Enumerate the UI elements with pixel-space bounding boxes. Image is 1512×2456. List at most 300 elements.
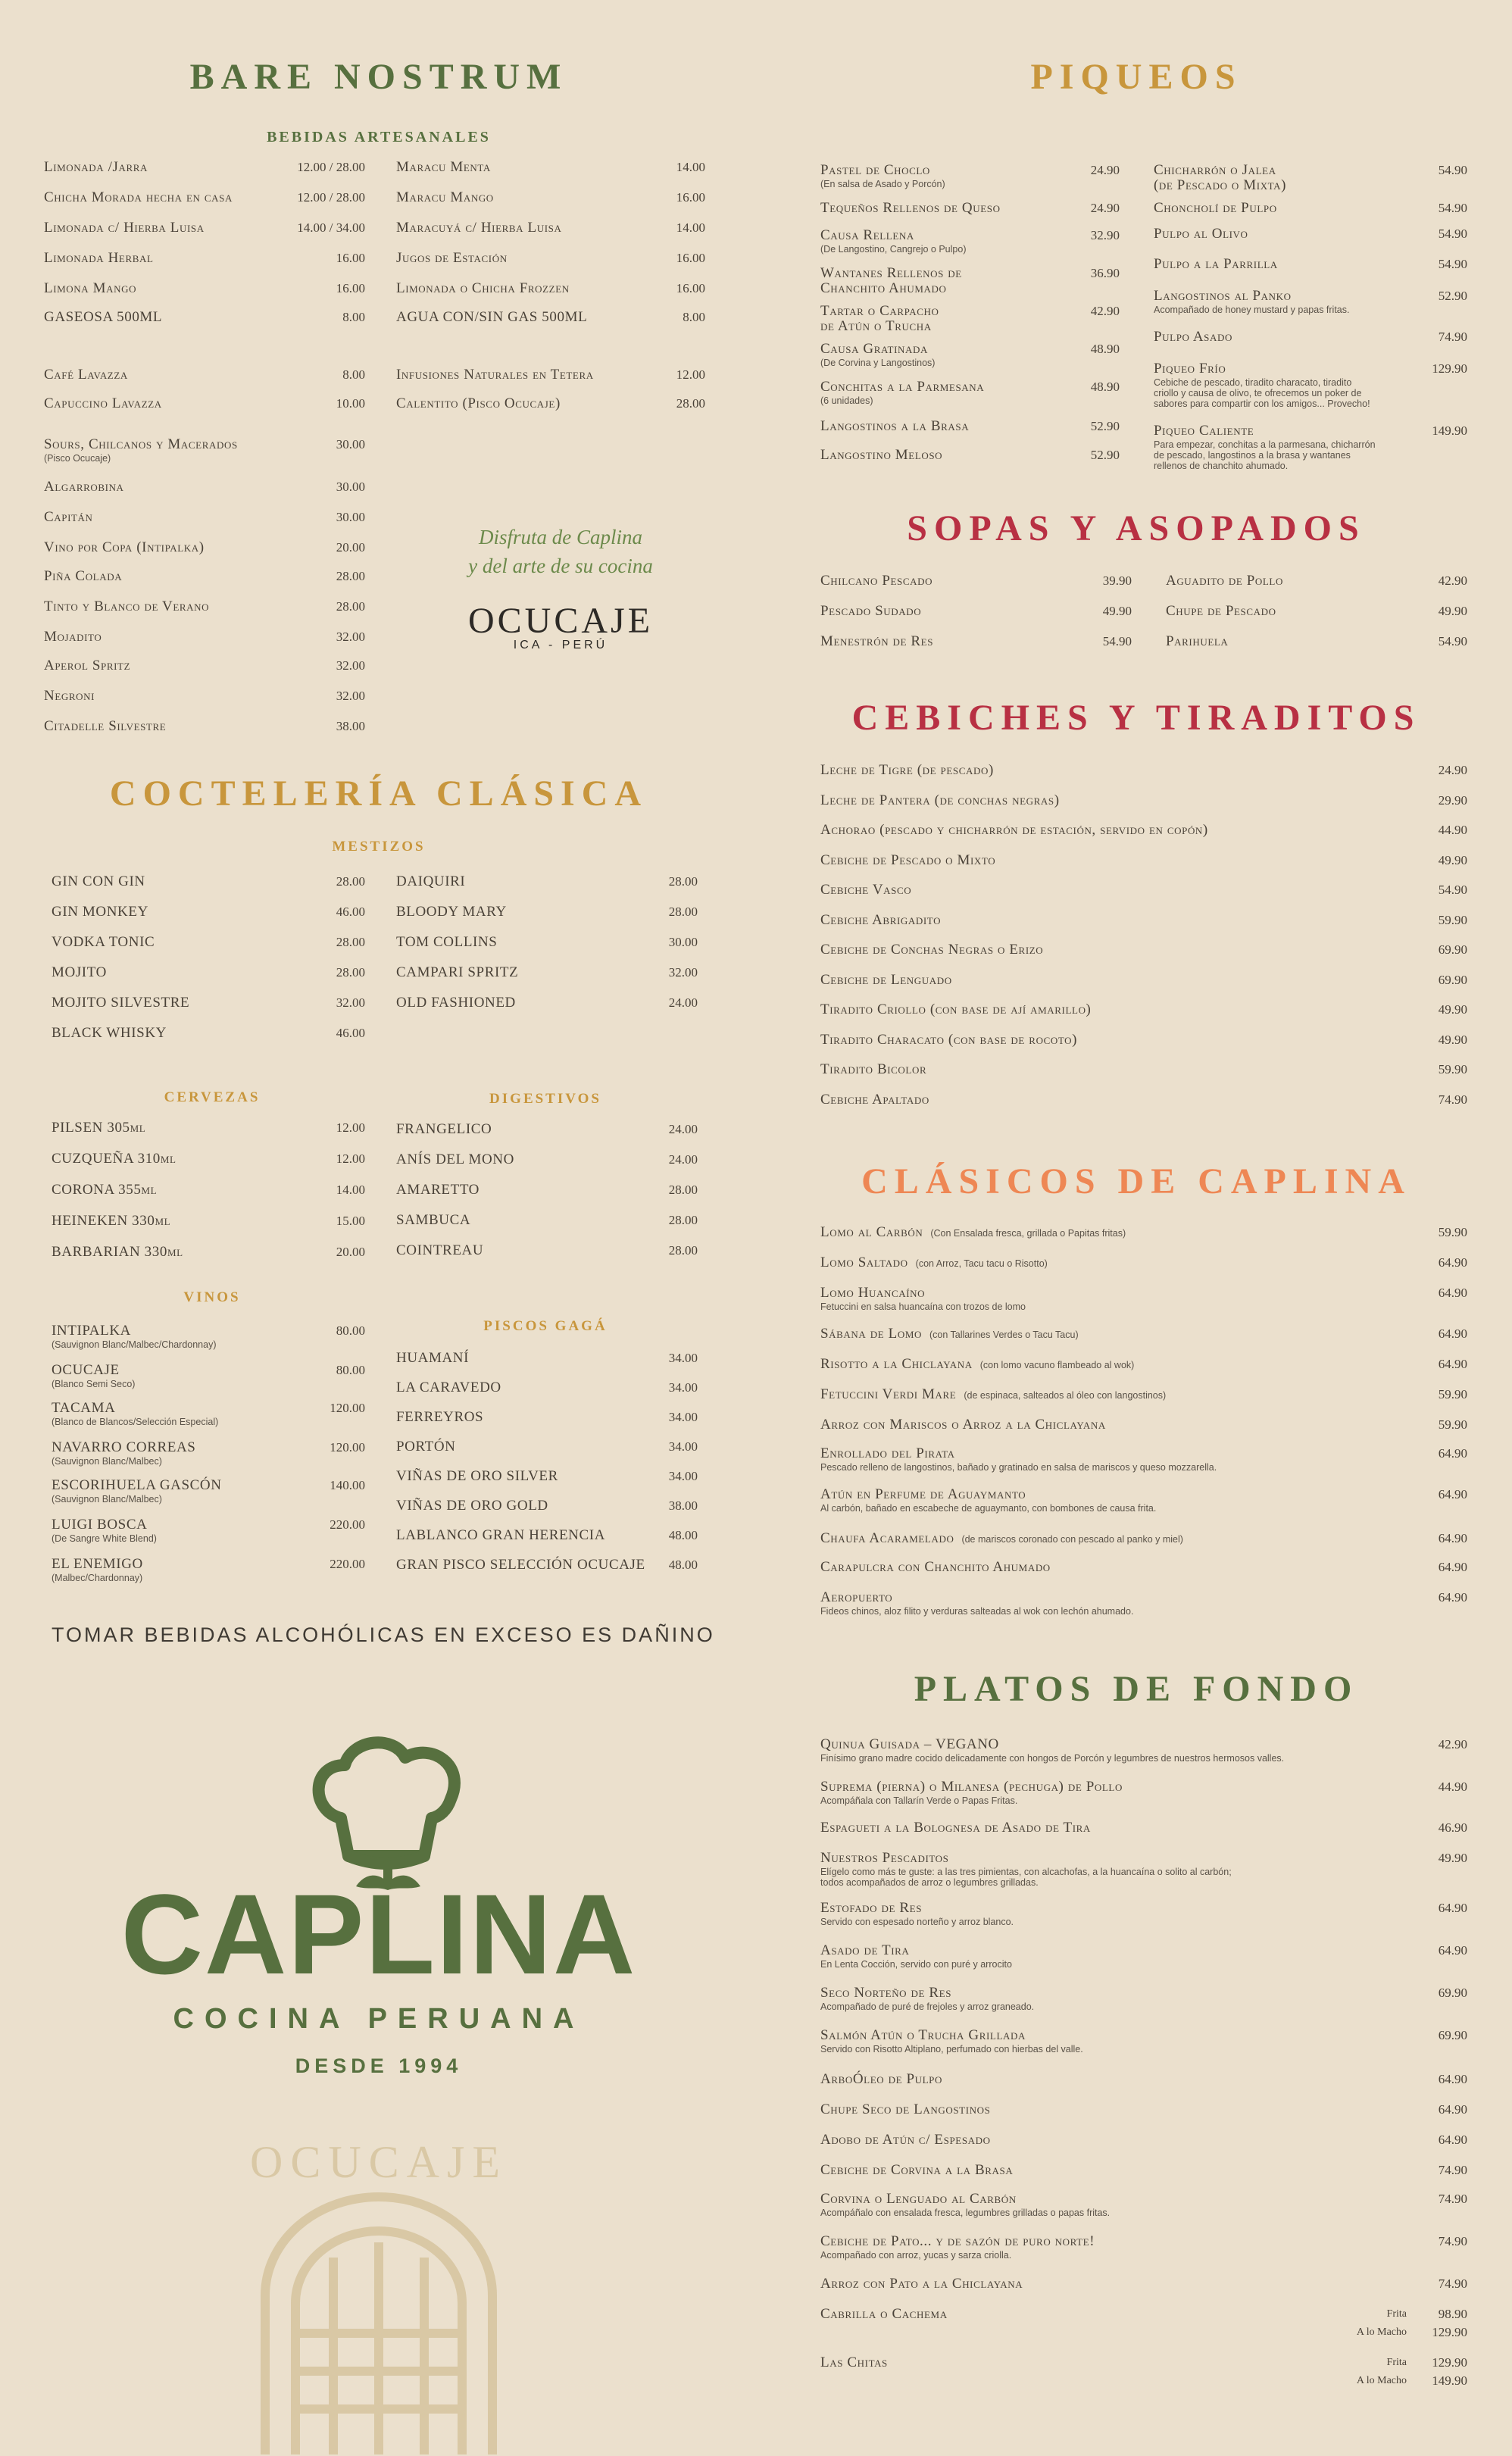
- menu-item: [820, 2191, 1110, 2218]
- menu-item: [820, 1001, 1091, 1018]
- menu-item: [52, 1362, 135, 1389]
- menu-item-price: 32.00: [668, 965, 698, 980]
- menu-item-name: Cebiche de Lenguado: [820, 971, 952, 988]
- menu-item-price: 28.00: [336, 965, 365, 980]
- menu-item-price: 59.90: [1438, 1225, 1467, 1239]
- menu-item-name: Tiradito Criollo (con base de ají amarillo): [820, 1001, 1092, 1017]
- menu-item-description: rellenos de chanchito ahumado.: [1154, 461, 1289, 471]
- menu-item-price: 48.90: [1090, 380, 1120, 394]
- menu-item-name: HEINEKEN 330ml: [52, 1213, 171, 1229]
- menu-item-price: 149.90: [1432, 2373, 1467, 2388]
- menu-item-name: VODKA TONIC: [52, 934, 155, 950]
- menu-item: [44, 688, 95, 705]
- menu-item-name: GIN CON GIN: [52, 873, 145, 889]
- ocucaje-stamp-text: OCUCAJE: [249, 2137, 508, 2187]
- menu-item-price: 34.00: [668, 1380, 698, 1395]
- menu-item-price: 32.00: [336, 630, 365, 644]
- menu-item-price: 24.90: [1090, 201, 1120, 215]
- menu-item: [820, 1061, 926, 1078]
- menu-item-name: ArboÓleo de Pulpo: [820, 2071, 942, 2087]
- piqueos-title: PIQUEOS: [1030, 57, 1242, 97]
- menu-item-price: 74.90: [1438, 1092, 1467, 1107]
- menu-item: [820, 1386, 1166, 1403]
- menu-item: [1166, 573, 1283, 589]
- menu-item-price: 59.90: [1438, 1417, 1467, 1432]
- menu-item-name: COINTREAU: [396, 1242, 484, 1258]
- menu-item-name: LABLANCO GRAN HERENCIA: [396, 1527, 606, 1543]
- menu-item-note: (con lomo vacuno flambeado al wok): [979, 1360, 1135, 1370]
- bebidas-artesanales-subtitle: BEBIDAS ARTESANALES: [267, 129, 491, 145]
- menu-item-description: (6 unidades): [820, 395, 873, 406]
- menu-item: [44, 629, 102, 645]
- menu-item-description: (De Sangre White Blend): [52, 1533, 157, 1544]
- menu-item-description: (En salsa de Asado y Porcón): [820, 179, 945, 189]
- menu-item-price: 28.00: [676, 396, 705, 411]
- menu-item: [396, 904, 507, 920]
- menu-item-price: 64.90: [1438, 1357, 1467, 1371]
- menu-item-price: 28.00: [668, 1243, 698, 1258]
- menu-item: [820, 1224, 1126, 1241]
- menu-item: [820, 1326, 1079, 1342]
- menu-item: [396, 220, 561, 236]
- menu-item-price: 32.00: [336, 995, 365, 1010]
- menu-item-price: 64.90: [1438, 1326, 1467, 1341]
- menu-item-name: Lomo Saltado: [820, 1255, 908, 1270]
- menu-item-name: Pulpo Asado: [1154, 329, 1232, 345]
- menu-item-option: A lo Macho: [1356, 2375, 1407, 2386]
- menu-item-price: 129.90: [1432, 2325, 1467, 2339]
- menu-item-name: Tiradito Characato (con base de rocoto): [820, 1031, 1078, 1048]
- menu-item-price: 24.90: [1438, 763, 1467, 777]
- menu-item-note: (Con Ensalada fresca, grillada o Papitas fritas): [930, 1228, 1126, 1239]
- menu-item: [44, 280, 136, 297]
- menu-item-price: 69.90: [1438, 972, 1467, 987]
- menu-item-price: 69.90: [1438, 1986, 1467, 2000]
- menu-item: [820, 2132, 991, 2148]
- menu-item-name: Chilcano Pescado: [820, 573, 933, 589]
- menu-item-price: 8.00: [342, 310, 365, 324]
- menu-item-name: Sours, Chilcanos y Macerados: [44, 436, 238, 452]
- menu-item-price: 28.00: [336, 569, 365, 583]
- menu-item-price: 44.90: [1438, 1780, 1467, 1794]
- menu-item-price: 20.00: [336, 540, 365, 555]
- menu-item-price: 74.90: [1438, 2192, 1467, 2206]
- menu-item-name: Pescado Sudado: [820, 603, 922, 619]
- menu-item-name: Limonada Herbal: [44, 250, 154, 266]
- menu-item: [820, 603, 921, 620]
- cebiches-title: CEBICHES Y TIRADITOS: [851, 698, 1421, 738]
- menu-item-price: 129.90: [1432, 361, 1467, 376]
- menu-item-name: Chicha Morada hecha en casa: [44, 189, 233, 205]
- script-line-2: y del arte de su cocina: [468, 555, 653, 577]
- menu-item: [820, 200, 1001, 217]
- menu-item-description: todos acompañados de arroz o legumbres grilladas.: [820, 1877, 1039, 1888]
- alcohol-warning: TOMAR BEBIDAS ALCOHÓLICAS EN EXCESO ES DAÑINO: [52, 1623, 715, 1646]
- menu-item: [1154, 288, 1349, 315]
- menu-item: [820, 2071, 942, 2088]
- menu-item-price: 54.90: [1438, 883, 1467, 897]
- menu-item-name: Atún en Perfume de Aguaymanto: [820, 1486, 1026, 1502]
- menu-item-name: Cabrilla o Cachema: [820, 2306, 948, 2322]
- menu-item-price: 32.90: [1090, 228, 1120, 242]
- menu-item-price: 54.90: [1438, 227, 1467, 241]
- menu-item: [820, 633, 933, 650]
- menu-item-name: Quinua Guisada – VEGANO: [820, 1736, 999, 1752]
- menu-item-name: PORTÓN: [396, 1439, 456, 1455]
- menu-item-name: Cebiche de Pescado o Mixto: [820, 851, 996, 868]
- menu-item-price: 49.90: [1438, 1002, 1467, 1017]
- menu-item: [820, 2101, 990, 2118]
- caplina-wordmark: CAPLINA: [120, 1870, 637, 1998]
- menu-item-price: 16.00: [676, 281, 705, 295]
- menu-item-price: 16.00: [676, 190, 705, 205]
- menu-item: [44, 220, 205, 236]
- menu-item-price: 36.90: [1090, 266, 1120, 280]
- menu-item-name: ANÍS DEL MONO: [396, 1151, 514, 1167]
- menu-item: [820, 972, 952, 989]
- menu-item-name: Enrollado del Pirata: [820, 1445, 955, 1461]
- menu-item-description: de pescado, langostinos a la brasa y wantanes: [1154, 450, 1351, 461]
- caplina-tagline: COCINA PERUANA: [173, 2003, 585, 2035]
- menu-item-description: (Blanco Semi Seco): [52, 1379, 136, 1389]
- menu-item: [396, 395, 561, 412]
- menu-item: [820, 265, 962, 295]
- menu-item-name: Aperol Spritz: [44, 658, 131, 673]
- menu-item-price: 30.00: [336, 480, 365, 494]
- menu-item: [52, 1120, 145, 1136]
- menu-item: [52, 1439, 195, 1467]
- menu-item-name: Carapulcra con Chanchito Ahumado: [820, 1559, 1051, 1575]
- piscos-subtitle: PISCOS GAGÁ: [483, 1318, 608, 1334]
- menu-item: [820, 792, 1060, 809]
- menu-item-price: 28.00: [668, 1213, 698, 1227]
- menu-item: [44, 189, 233, 206]
- menu-item-name: Arroz con Pato a la Chiclayana: [820, 2276, 1023, 2292]
- menu-item-name: NAVARRO CORREAS: [52, 1439, 196, 1455]
- menu-item-price: 64.90: [1438, 1255, 1467, 1270]
- menu-item-name: Corvina o Lenguado al Carbón: [820, 2191, 1017, 2207]
- menu-item-name: Negroni: [44, 688, 95, 704]
- menu-item-price: 149.90: [1432, 423, 1467, 438]
- menu-item-price: 32.00: [336, 689, 365, 703]
- menu-item-price: 120.00: [330, 1440, 365, 1455]
- menu-item: [396, 1121, 492, 1138]
- menu-item: [820, 2306, 948, 2323]
- menu-item-name: Estofado de Res: [820, 1900, 923, 1916]
- menu-item-price: 64.90: [1438, 2072, 1467, 2086]
- menu-item-price: 64.90: [1438, 1590, 1467, 1605]
- menu-item: [52, 1244, 183, 1261]
- menu-item-price: 49.90: [1438, 1032, 1467, 1047]
- menu-item-price: 46.00: [336, 1026, 365, 1040]
- menu-item-name: Asado de Tira: [820, 1942, 910, 1958]
- menu-item: [44, 395, 162, 412]
- menu-item: [52, 1477, 222, 1505]
- menu-item: [396, 1498, 548, 1514]
- menu-item-name: Capitán: [44, 509, 93, 525]
- menu-item-price: 28.00: [668, 905, 698, 919]
- menu-item-name: PILSEN 305ml: [52, 1120, 146, 1136]
- menu-item: [52, 934, 155, 951]
- menu-item-name: Algarrobina: [44, 479, 124, 495]
- menu-item-price: 54.90: [1438, 634, 1467, 648]
- menu-item-price: 64.90: [1438, 1560, 1467, 1574]
- menu-item-price: 34.00: [668, 1351, 698, 1365]
- menu-item-price: 44.90: [1438, 823, 1467, 837]
- menu-item-price: 46.90: [1438, 1820, 1467, 1835]
- menu-item-name: OLD FASHIONED: [396, 995, 516, 1011]
- menu-item: [820, 1032, 1077, 1048]
- menu-item-description: sabores para compartir con los amigos... Provecho!: [1154, 398, 1370, 409]
- menu-item: [396, 964, 518, 981]
- menu-item: [820, 2027, 1083, 2054]
- menu-item-option: Frita: [1386, 2308, 1407, 2320]
- menu-item-name: Causa Rellena: [820, 227, 914, 243]
- menu-item-name: Maracuyá c/ Hierba Luisa: [396, 220, 562, 236]
- menu-item-price: 28.00: [336, 874, 365, 889]
- menu-item: [820, 2354, 888, 2371]
- menu-item-price: 30.00: [336, 510, 365, 524]
- menu-item-description: Acompañado de honey mustard y papas fritas.: [1154, 305, 1350, 315]
- cervezas-subtitle: CERVEZAS: [164, 1089, 261, 1105]
- caplina-since: DESDE 1994: [295, 2054, 463, 2077]
- menu-item-name-line2: Chanchito Ahumado: [820, 280, 947, 296]
- menu-item: [44, 479, 124, 495]
- menu-item-price: 12.00: [676, 367, 705, 382]
- menu-item-price: 16.00: [336, 251, 365, 265]
- menu-item-name: GIN MONKEY: [52, 904, 148, 920]
- ocucaje-wordmark: OCUCAJE: [467, 601, 654, 641]
- menu-item-name: Chupe Seco de Langostinos: [820, 2101, 991, 2117]
- menu-item: [44, 509, 93, 526]
- platos-title: PLATOS DE FONDO: [914, 1669, 1359, 1709]
- menu-item-name: Menestrón de Res: [820, 633, 934, 649]
- menu-item-description: Al carbón, bañado en escabeche de aguaymanto, con bombones de causa frita.: [820, 1503, 1157, 1514]
- menu-item: [820, 1530, 1183, 1547]
- menu-item: [1154, 329, 1232, 345]
- menu-item-price: 69.90: [1438, 942, 1467, 957]
- menu-item-name: OCUCAJE: [52, 1362, 120, 1378]
- menu-item-name: Piqueo Frío: [1154, 361, 1226, 377]
- menu-item-name: Lomo al Carbón: [820, 1224, 923, 1240]
- menu-item-name: Risotto a la Chiclayana: [820, 1356, 973, 1372]
- menu-item-name: CORONA 355ml: [52, 1182, 158, 1198]
- menu-item-price: 49.90: [1102, 604, 1132, 618]
- menu-item-price: 10.00: [336, 396, 365, 411]
- menu-item-price: 64.90: [1438, 1487, 1467, 1501]
- menu-item-name: Piña Colada: [44, 568, 123, 584]
- menu-item: [820, 227, 966, 255]
- menu-item-price: 34.00: [668, 1410, 698, 1424]
- menu-item: [396, 250, 508, 267]
- menu-item-name: Limona Mango: [44, 280, 137, 296]
- menu-item: [396, 1182, 480, 1198]
- menu-item: [396, 1557, 645, 1573]
- menu-item-name: Aeropuerto: [820, 1589, 893, 1605]
- menu-item: [820, 162, 945, 189]
- menu-item-name: Salmón Atún o Trucha Grillada: [820, 2027, 1026, 2043]
- menu-item: [44, 159, 148, 176]
- menu-item: [396, 280, 570, 297]
- menu-item-price: 48.90: [1090, 342, 1120, 356]
- menu-item-name: BLACK WHISKY: [52, 1025, 167, 1041]
- menu-item-description: Servido con espesado norteño y arroz blanco.: [820, 1917, 1014, 1927]
- menu-item-name-line2: de Atún o Trucha: [820, 318, 932, 334]
- menu-item-description: Para empezar, conchitas a la parmesana, chicharrón: [1154, 439, 1376, 450]
- menu-item-price: 59.90: [1438, 912, 1467, 927]
- menu-item: [820, 2276, 1023, 2292]
- menu-item-description: Elígelo como más te guste: a las tres pimientas, con alcachofas, a la huancaína o solito al carbón;: [820, 1867, 1232, 1877]
- vinos-subtitle: VINOS: [183, 1289, 241, 1305]
- menu-item-price: 24.90: [1090, 163, 1120, 177]
- menu-item-name: Leche de Pantera (de conchas negras): [820, 792, 1060, 808]
- menu-item-price: 64.90: [1438, 2133, 1467, 2147]
- menu-item-price: 64.90: [1438, 1531, 1467, 1545]
- menu-item-price: 49.90: [1438, 604, 1467, 618]
- menu-item-description: Finísimo grano madre cocido delicadamente con hongos de Porcón y legumbres de nuestros hermosos valles.: [820, 1753, 1285, 1764]
- menu-item-name: Calentito (Pisco Ocucaje): [396, 395, 561, 411]
- menu-item-name: Chaufa Acaramelado: [820, 1530, 954, 1546]
- menu-item: [820, 1900, 1014, 1927]
- menu-item-price: 14.00: [676, 220, 705, 235]
- menu-item-price: 38.00: [336, 719, 365, 733]
- menu-item-price: 74.90: [1438, 2276, 1467, 2291]
- menu-item: [820, 1445, 1217, 1473]
- menu-item: [820, 341, 935, 368]
- menu-item-price: 52.90: [1090, 419, 1120, 433]
- menu-item-name: Cebiche Abrigadito: [820, 911, 942, 928]
- digestivos-subtitle: DIGESTIVOS: [489, 1091, 601, 1107]
- menu-item-name: VIÑAS DE ORO GOLD: [396, 1498, 548, 1514]
- menu-item-description: Servido con Risotto Altiplano, perfumado con hierbas del valle.: [820, 2044, 1083, 2054]
- menu-item-note: (con Tallarines Verdes o Tacu Tacu): [929, 1330, 1079, 1340]
- menu-item: [44, 658, 130, 674]
- menu-item: [820, 822, 1208, 839]
- menu-item: [820, 1850, 1232, 1888]
- menu-item-price: 12.00 / 28.00: [297, 190, 365, 205]
- menu-item-name: Chupe de Pescado: [1166, 603, 1276, 619]
- menu-item: [820, 1820, 1091, 1836]
- clasicos-title: CLÁSICOS DE CAPLINA: [861, 1161, 1411, 1201]
- menu-item: [820, 2233, 1095, 2261]
- menu-item-name: Achorao (pescado y chicharrón de estación, servido en copón): [820, 822, 1208, 838]
- menu-item-name: Lomo Huancaíno: [820, 1285, 926, 1301]
- menu-item-name: Tinto y Blanco de Verano: [44, 598, 210, 614]
- menu-item-name: Langostino Meloso: [820, 447, 943, 463]
- menu-item-price: 59.90: [1438, 1387, 1467, 1401]
- menu-item-name: Las Chitas: [820, 2354, 888, 2370]
- menu-item: [52, 1556, 143, 1583]
- menu-item: [396, 934, 497, 951]
- menu-item-price: 64.90: [1438, 1446, 1467, 1461]
- menu-item-name: CUZQUEÑA 310ml: [52, 1151, 177, 1167]
- menu-item-price: 24.00: [668, 995, 698, 1010]
- menu-item: [820, 882, 911, 898]
- menu-item-price: 16.00: [336, 281, 365, 295]
- menu-item-option: A lo Macho: [1356, 2326, 1407, 2338]
- menu-item-name: Sábana de Lomo: [820, 1326, 922, 1342]
- menu-item-description: Acompáñala con Tallarín Verde o Papas Fritas.: [820, 1795, 1018, 1806]
- menu-item: [44, 309, 162, 326]
- menu-item-name: MOJITO SILVESTRE: [52, 995, 190, 1011]
- menu-item-name: Jugos de Estación: [396, 250, 508, 266]
- menu-item-price: 52.90: [1438, 289, 1467, 303]
- menu-item-price: 54.90: [1438, 257, 1467, 271]
- menu-item-price: 64.90: [1438, 1943, 1467, 1958]
- menu-item: [820, 1255, 1048, 1271]
- menu-item: [44, 598, 209, 615]
- menu-item: [52, 1400, 218, 1427]
- menu-item-price: 28.00: [336, 599, 365, 614]
- menu-item-price: 98.90: [1438, 2307, 1467, 2321]
- menu-item-name: Limonada /Jarra: [44, 159, 148, 175]
- menu-item: [820, 573, 933, 589]
- menu-item-price: 74.90: [1438, 330, 1467, 344]
- menu-item-name: Limonada c/ Hierba Luisa: [44, 220, 205, 236]
- menu-item-price: 80.00: [336, 1363, 365, 1377]
- menu-item: [52, 964, 107, 981]
- menu-item-name: EL ENEMIGO: [52, 1556, 143, 1572]
- menu-item-price: 32.00: [336, 658, 365, 673]
- menu-item: [396, 367, 594, 383]
- menu-item-name: Vino por Copa (Intipalka): [44, 539, 205, 555]
- menu-item: [52, 1213, 170, 1230]
- menu-item-name: Fetuccini Verdi Mare: [820, 1386, 957, 1402]
- script-line-1: Disfruta de Caplina: [478, 526, 642, 548]
- menu-item-name: ESCORIHUELA GASCÓN: [52, 1477, 222, 1493]
- menu-item-description: criollo y causa de olivo, te ofrecemos un poker de: [1154, 388, 1362, 398]
- menu-item-price: 34.00: [668, 1439, 698, 1454]
- menu-item-description: Acompañado de puré de frejoles y arroz graneado.: [820, 2001, 1035, 2012]
- menu-item: [44, 367, 128, 383]
- menu-item-name: Cebiche de Conchas Negras o Erizo: [820, 942, 1044, 958]
- menu-item: [1154, 361, 1370, 409]
- menu-item-price: 30.00: [668, 935, 698, 949]
- menu-item-price: 20.00: [336, 1245, 365, 1259]
- menu-item: [820, 942, 1043, 958]
- menu-item: [1154, 200, 1277, 217]
- menu-item-name: Leche de Tigre (de pescado): [820, 762, 994, 778]
- menu-item-name: Pastel de Choclo: [820, 162, 930, 178]
- menu-item-price: 120.00: [330, 1401, 365, 1415]
- menu-item-name: TACAMA: [52, 1400, 116, 1416]
- menu-item-price: 54.90: [1102, 634, 1132, 648]
- menu-item-name: GASEOSA 500ML: [44, 309, 163, 325]
- menu-item: [52, 904, 148, 920]
- menu-item-name: Causa Gratinada: [820, 341, 928, 357]
- menu-item-price: 48.00: [668, 1528, 698, 1542]
- menu-item-description: Fideos chinos, aloz filito y verduras salteadas al wok con lechón ahumado.: [820, 1606, 1134, 1617]
- menu-item: [52, 873, 145, 890]
- menu-item-name: Citadelle Silvestre: [44, 718, 167, 734]
- menu-item-note: (de mariscos coronado con pescado al panko y miel): [961, 1534, 1183, 1545]
- menu-item-name: Tartar o Carpacho: [820, 303, 939, 319]
- menu-item-name: Cebiche de Pato... y de sazón de puro norte!: [820, 2233, 1095, 2249]
- menu-item-name: Tequeños Rellenos de Queso: [820, 200, 1001, 216]
- menu-item: [820, 447, 942, 464]
- menu-item-price: 39.90: [1102, 573, 1132, 588]
- mestizos-subtitle: MESTIZOS: [332, 839, 426, 855]
- menu-item-name: Maracu Menta: [396, 159, 491, 175]
- menu-item-price: 52.90: [1090, 448, 1120, 462]
- menu-item: [1166, 603, 1276, 620]
- menu-item-name: Cebiche de Corvina a la Brasa: [820, 2162, 1014, 2178]
- sopas-title: SOPAS Y ASOPADOS: [907, 508, 1366, 548]
- menu-item-name: Pulpo a la Parrilla: [1154, 256, 1278, 272]
- menu-item-note: (con Arroz, Tacu tacu o Risotto): [915, 1258, 1048, 1269]
- menu-item: [396, 1151, 514, 1168]
- menu-item-description: Acompáñalo con ensalada fresca, legumbres grilladas o papas fritas.: [820, 2208, 1111, 2218]
